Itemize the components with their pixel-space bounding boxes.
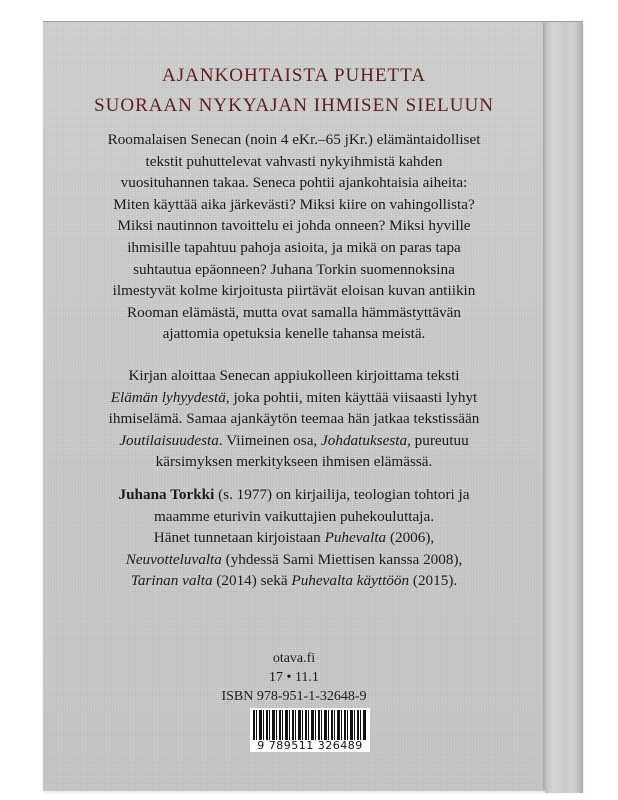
description-paragraph bbox=[43, 129, 545, 345]
text-line: Roomalaisen Senecan (noin 4 eKr.–65 jKr.) elämäntaidolliset bbox=[107, 131, 481, 148]
text-span: (yhdessä Sami Miettisen kanssa 2008), bbox=[221, 550, 463, 568]
work-title: Joutilaisuudesta bbox=[119, 431, 219, 449]
text-line bbox=[43, 527, 545, 549]
text-line: vuosituhannen takaa. Seneca pohtii ajankohtaisia aiheita: bbox=[120, 174, 468, 192]
text-line bbox=[43, 549, 545, 571]
work-title: Elämän lyhyydestä bbox=[110, 388, 226, 406]
barcode-bars-icon bbox=[253, 710, 367, 740]
text-span: (2014) sekä bbox=[212, 572, 292, 590]
author-bio-paragraph bbox=[43, 484, 545, 592]
text-line: kärsimyksen merkitykseen ihmisen elämässä. bbox=[155, 453, 433, 471]
book-title: Tarinan valta bbox=[130, 572, 213, 590]
text-span: (s. 1977) on kirjailija, teologian tohtori ja bbox=[214, 486, 470, 503]
publisher-website: otava.fi bbox=[272, 651, 316, 666]
text-line: maamme eturivin vaikuttajien puhekouluttaja. bbox=[153, 507, 435, 525]
barcode-digits: 9 789511 326489 bbox=[257, 739, 363, 752]
contents-paragraph bbox=[43, 365, 545, 473]
text-line: tekstit puhuttelevat vahvasti nykyihmistä kahden bbox=[145, 152, 443, 170]
text-line: ilmestyvät kolme kirjoitusta piirtävät eloisan kuvan antiikin bbox=[112, 282, 476, 300]
headline bbox=[43, 61, 545, 121]
book-title: Puhevalta bbox=[324, 529, 387, 547]
text-line: Kirjan aloittaa Senecan appiukolleen kirjoittama teksti bbox=[128, 367, 460, 384]
work-title: Johdatuksesta bbox=[321, 431, 408, 449]
text-line bbox=[43, 570, 545, 592]
text-line: ihmisille tapahtuu pahoja asioita, ja mikä on paras tapa bbox=[127, 238, 461, 256]
text-line: Rooman elämästä, mutta ovat samalla hämmästyttävän bbox=[126, 303, 462, 321]
text-span: (2006), bbox=[386, 529, 435, 547]
text-line: Miten käyttää aika järkevästi? Miksi kiire on vahingollista? bbox=[113, 195, 475, 213]
text-line bbox=[43, 484, 545, 506]
book-title: Puhevalta käyttöön bbox=[291, 572, 410, 590]
text-line: suhtautua epäonneen? Juhana Torkin suomennoksina bbox=[133, 260, 455, 278]
text-line: ajattomia opetuksia kenelle tahansa meistä. bbox=[162, 325, 426, 343]
text-line: Miksi nautinnon tavoittelu ei johda onneen? Miksi hyville bbox=[117, 217, 471, 235]
headline-line-1: AJANKOHTAISTA PUHETTA bbox=[162, 65, 426, 86]
isbn-barcode bbox=[250, 708, 370, 752]
classification-code: 17 • 11.1 bbox=[269, 670, 319, 685]
book-spine-edge bbox=[545, 21, 583, 793]
text-line bbox=[43, 387, 545, 409]
text-line: ihmiselämä. Samaa ajankäytön teemaa hän jatkaa tekstissään bbox=[108, 410, 480, 428]
isbn-label: ISBN 978-951-1-32648-9 bbox=[221, 689, 367, 704]
book-title: Neuvotteluvalta bbox=[125, 550, 222, 568]
text-span: (2015). bbox=[409, 572, 458, 590]
headline-line-2: SUORAAN NYKYAJAN IHMISEN SIELUUN bbox=[94, 95, 494, 116]
text-line bbox=[43, 430, 545, 452]
text-span: , pureutuu bbox=[407, 431, 469, 449]
text-span: , joka pohtii, miten käyttää viisaasti lyhyt bbox=[225, 388, 478, 406]
text-span: . Viimeinen osa, bbox=[218, 431, 322, 449]
text-span: Hänet tunnetaan kirjoistaan bbox=[153, 529, 325, 547]
author-name: Juhana Torkki bbox=[118, 486, 215, 503]
